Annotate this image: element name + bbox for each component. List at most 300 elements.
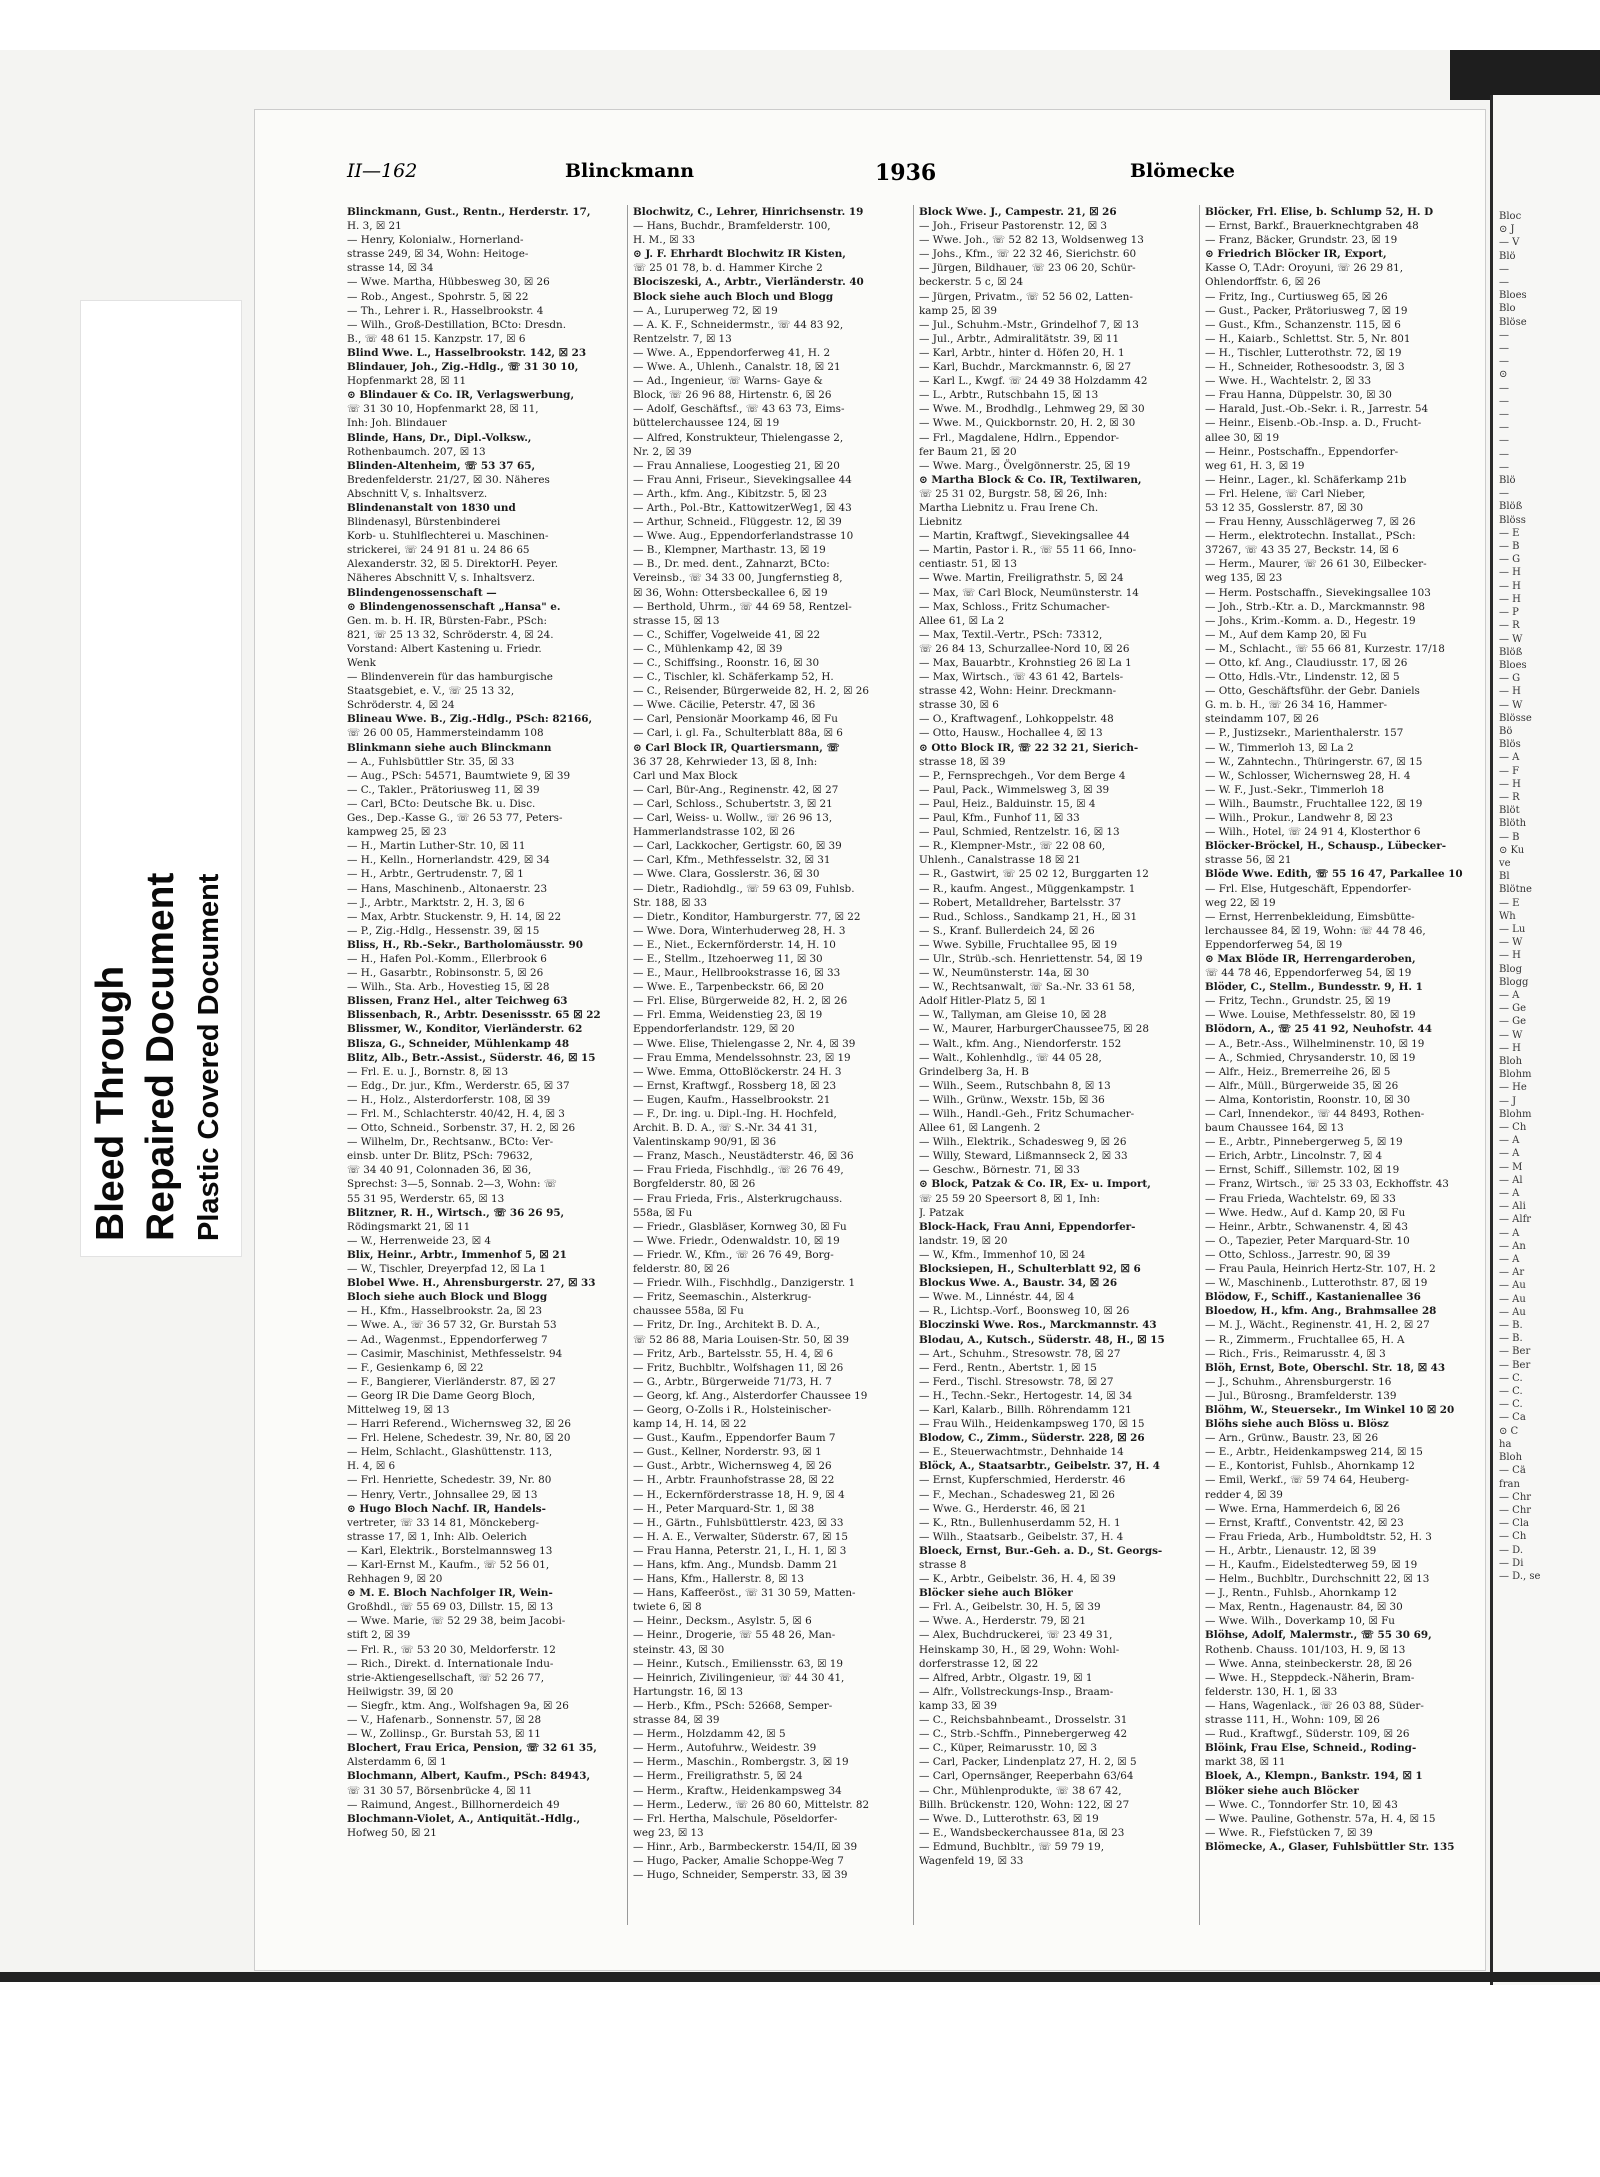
directory-entry: ☏ 34 40 91, Colonnaden 36, ☒ 36, bbox=[347, 1164, 532, 1177]
directory-entry: Hammerlandstrasse 102, ☒ 26 bbox=[633, 826, 796, 839]
directory-entry: — C., Reichsbahnbeamt., Drosselstr. 31 bbox=[919, 1714, 1128, 1727]
directory-entry: Bloch siehe auch Block und Blogg bbox=[347, 1291, 548, 1304]
directory-entry: — M., Auf dem Kamp 20, ☒ Fu bbox=[1205, 628, 1367, 641]
directory-entry: — Wilh., Grünw., Wexstr. 15b, ☒ 36 bbox=[919, 1093, 1105, 1106]
directory-entry: ⊙ Carl Block IR, Quartiersmann, ☏ bbox=[633, 741, 840, 754]
directory-entry: — Karl L., Kwgf. ☏ 24 49 38 Holzdamm 42 bbox=[919, 375, 1148, 388]
directory-entry: — H., Arbtr., Gertrudenstr. 7, ☒ 1 bbox=[347, 868, 524, 881]
directory-entry: — Georg IR Die Dame Georg Bloch, bbox=[347, 1389, 536, 1402]
directory-entry: — R., Gastwirt, ☏ 25 02 12, Burggarten 12 bbox=[919, 868, 1149, 881]
directory-entry: Rothenbaumch. 207, ☒ 13 bbox=[347, 445, 486, 458]
directory-entry: — H., Gärtn., Fuhlsbüttlerstr. 423, ☒ 33 bbox=[633, 1516, 844, 1529]
directory-entry: Martha Liebnitz u. Frau Irene Ch. bbox=[919, 501, 1099, 514]
directory-entry: felderstr. 80, ☒ 26 bbox=[633, 1263, 730, 1276]
directory-entry: — Otto, Geschäftsführ. der Gebr. Daniels bbox=[1205, 685, 1420, 698]
directory-entry: Blöcker siehe auch Blöker bbox=[919, 1587, 1073, 1600]
directory-entry: H. 3, ☒ 21 bbox=[347, 220, 402, 233]
directory-entry: Blinde, Hans, Dr., Dipl.-Volksw., bbox=[347, 431, 532, 444]
directory-entry: Blind Wwe. L., Hasselbrookstr. 142, ☒ 23 bbox=[347, 346, 587, 359]
directory-entry: — W., Schlosser, Wichernsweg 28, H. 4 bbox=[1205, 769, 1411, 782]
directory-entry: — Franz, Masch., Neustädterstr. 46, ☒ 36 bbox=[633, 1150, 854, 1163]
directory-entry: — A. K. F., Schneidermstr., ☏ 44 83 92, bbox=[633, 318, 844, 331]
directory-entry: Allee 61, ☒ La 2 bbox=[919, 614, 1005, 627]
directory-entry: — Arth., Pol.-Btr., KattowitzerWeg1, ☒ 43 bbox=[633, 501, 852, 514]
directory-entry: markt 38, ☒ 11 bbox=[1205, 1756, 1286, 1769]
directory-entry: ⊙ Friedrich Blöcker IR, Export, bbox=[1205, 248, 1387, 261]
directory-entry: twiete 6, ☒ 8 bbox=[633, 1601, 702, 1614]
directory-entry: — Friedr. W., Kfm., ☏ 26 76 49, Borg- bbox=[633, 1248, 834, 1261]
directory-entry: — Frau Frieda, Fris., Alsterkrugchauss. bbox=[633, 1192, 843, 1205]
directory-entry: — Carl, Kfm., Methfesselstr. 32, ☒ 31 bbox=[633, 854, 831, 867]
directory-entry: — Harald, Just.-Ob.-Sekr. i. R., Jarrestr. 54 bbox=[1205, 403, 1429, 416]
directory-entry: Ges., Dep.-Kasse G., ☏ 26 53 77, Peters- bbox=[347, 812, 563, 825]
directory-entry: Blöcker, Frl. Elise, b. Schlump 52, H. D bbox=[1205, 206, 1434, 218]
directory-entry: — Alfr., Heiz., Bremerreihe 26, ☒ 5 bbox=[1205, 1065, 1391, 1078]
directory-entry: — S., Kranf. Bullerdeich 24, ☒ 26 bbox=[919, 924, 1095, 937]
directory-entry: — Alfr., Vollstreckungs-Insp., Braam- bbox=[919, 1685, 1114, 1698]
directory-entry: — W., Tischler, Dreyerpfad 12, ☒ La 1 bbox=[347, 1263, 546, 1276]
directory-entry: strasse 42, Wohn: Heinr. Dreckmann- bbox=[919, 685, 1117, 698]
directory-entry: — Th., Lehrer i. R., Hasselbrookstr. 4 bbox=[347, 304, 544, 317]
directory-entry: — Fritz, Arb., Bartelsstr. 55, H. 4, ☒ 6 bbox=[633, 1347, 834, 1360]
directory-entry: — Carl, Innendekor., ☏ 44 8493, Rothen- bbox=[1205, 1108, 1425, 1120]
directory-entry: Blöink, Frau Else, Schneid., Roding- bbox=[1205, 1742, 1417, 1755]
directory-entry: kamp 14, H. 14, ☒ 22 bbox=[633, 1418, 747, 1431]
directory-entry: — W., Zollinsp., Gr. Burstah 53, ☒ 11 bbox=[347, 1728, 541, 1741]
directory-entry: — Karl, Elektrik., Borstelmannsweg 13 bbox=[347, 1544, 553, 1557]
directory-entry: — Siegfr., ktm. Ang., Wolfshagen 9a, ☒ 26 bbox=[347, 1699, 569, 1712]
directory-entry: — E., Stellm., Itzehoerweg 11, ☒ 30 bbox=[633, 952, 823, 965]
directory-entry: Blinkmann siehe auch Blinckmann bbox=[347, 741, 552, 754]
directory-entry: Korb- u. Stuhlflechterei u. Maschinen- bbox=[347, 530, 549, 543]
directory-entry: Blinckmann, Gust., Rentn., Herderstr. 17, bbox=[347, 206, 591, 218]
directory-entry: ☏ 52 86 88, Maria Louisen-Str. 50, ☒ 39 bbox=[633, 1333, 850, 1346]
directory-entry: — Ernst, Kraftf., Conventstr. 42, ☒ 23 bbox=[1205, 1516, 1404, 1529]
directory-entry: — Rich., Fris., Reimarusstr. 4, ☒ 3 bbox=[1205, 1347, 1386, 1360]
directory-entry: Borgfelderstr. 80, ☒ 26 bbox=[633, 1178, 756, 1191]
directory-entry: Blödorn, A., ☏ 25 41 92, Neuhofstr. 44 bbox=[1205, 1023, 1432, 1036]
directory-entry: Bliss, H., Rb.-Sekr., Bartholomäusstr. 90 bbox=[347, 938, 583, 951]
directory-entry: — W., Kfm., Immenhof 10, ☒ 24 bbox=[919, 1248, 1086, 1261]
directory-entry: ⊙ Blindengenossenschaft „Hansa" e. bbox=[347, 600, 561, 613]
directory-entry: Rentzelstr. 7, ☒ 13 bbox=[633, 332, 732, 345]
directory-entry: chaussee 558a, ☒ Fu bbox=[633, 1305, 744, 1318]
directory-entry: Eppendorferweg 54, ☒ 19 bbox=[1205, 938, 1343, 951]
directory-entry: Blissmer, W., Konditor, Vierländerstr. 62 bbox=[347, 1023, 583, 1036]
directory-entry: — Casimir, Maschinist, Methfesselstr. 94 bbox=[347, 1347, 563, 1360]
directory-entry: — J., Arbtr., Marktstr. 2, H. 3, ☒ 6 bbox=[347, 896, 525, 909]
directory-entry: Blitz, Alb., Betr.-Assist., Süderstr. 46, ☒ 15 bbox=[347, 1051, 596, 1064]
directory-entry: Blinden-Altenheim, ☏ 53 37 65, bbox=[347, 459, 536, 472]
directory-entry: Hopfenmarkt 28, ☒ 11 bbox=[347, 375, 467, 388]
directory-entry: Bloeck, Ernst, Bur.-Geh. a. D., St. Georgs- bbox=[919, 1544, 1163, 1557]
directory-entry: allee 30, ☒ 19 bbox=[1205, 431, 1280, 444]
directory-entry: Blochert, Frau Erica, Pension, ☏ 32 61 35, bbox=[347, 1742, 597, 1755]
directory-entry: Blöker siehe auch Blöcker bbox=[1205, 1784, 1359, 1797]
column-rule bbox=[1199, 205, 1200, 1925]
directory-entry: — V., Hafenarb., Sonnenstr. 57, ☒ 28 bbox=[347, 1714, 542, 1727]
directory-entry: — Frau Anni, Friseur., Sievekingsallee 44 bbox=[633, 473, 852, 486]
directory-entry: einsb. unter Dr. Blitz, PSch: 79632, bbox=[347, 1150, 533, 1163]
directory-entry: — Frl. Helene, ☏ Carl Nieber, bbox=[1205, 487, 1366, 500]
directory-entry: — R., Lichtsp.-Vorf., Boonsweg 10, ☒ 26 bbox=[919, 1305, 1130, 1318]
directory-entry: — Max, Schloss., Fritz Schumacher- bbox=[919, 600, 1110, 613]
directory-entry: — Herm., Holzdamm 42, ☒ 5 bbox=[633, 1728, 786, 1741]
directory-entry: — Alex, Buchdruckerei, ☏ 23 49 31, bbox=[919, 1629, 1113, 1642]
directory-entry: — Frau Hanna, Peterstr. 21, I., H. 1, ☒ 3 bbox=[633, 1544, 847, 1557]
directory-entry: G. m. b. H., ☏ 26 34 16, Hammer- bbox=[1205, 699, 1387, 712]
directory-entry: strickerei, ☏ 24 91 81 u. 24 86 65 bbox=[347, 544, 530, 557]
directory-entry: — Gust., Kaufm., Eppendorfer Baum 7 bbox=[633, 1432, 836, 1445]
directory-entry: — Karl-Ernst M., Kaufm., ☏ 52 56 01, bbox=[347, 1559, 550, 1571]
stamp-plastic-covered: Plastic Covered Document bbox=[193, 873, 225, 1241]
directory-entry: ☏ 25 01 78, b. d. Hammer Kirche 2 bbox=[633, 262, 823, 275]
directory-entry: — Fritz, Techn., Grundstr. 25, ☒ 19 bbox=[1205, 995, 1391, 1008]
directory-entry: — Rud., Kraftwgf., Süderstr. 109, ☒ 26 bbox=[1205, 1728, 1410, 1741]
directory-entry: — Dietr., Konditor, Hamburgerstr. 77, ☒ 22 bbox=[633, 910, 861, 923]
directory-entry: vertreter, ☏ 33 14 81, Mönckeberg- bbox=[347, 1516, 539, 1529]
directory-entry: Blöck, A., Staatsarbtr., Geibelstr. 37, H. 4 bbox=[919, 1460, 1161, 1473]
directory-entry: strasse 15, ☒ 13 bbox=[633, 614, 720, 627]
directory-entry: — Carl, Packer, Lindenplatz 27, H. 2, ☒ 5 bbox=[919, 1756, 1137, 1769]
directory-entry: ⊙ J. F. Ehrhardt Blochwitz IR Kisten, bbox=[633, 248, 846, 261]
directory-entry: — Frl. Hertha, Malschule, Pöseldorfer- bbox=[633, 1812, 838, 1825]
directory-entry: — H., Holz., Alsterdorferstr. 108, ☒ 39 bbox=[347, 1093, 551, 1106]
directory-entry: — Eugen, Kaufm., Hasselbrookstr. 21 bbox=[633, 1093, 831, 1106]
directory-entry: — Ulr., Strüb.-sch. Henriettenstr. 54, ☒ 19 bbox=[919, 952, 1143, 965]
directory-entry: Abschnitt V, s. Inhaltsverz. bbox=[347, 487, 488, 500]
directory-entry: redder 4, ☒ 39 bbox=[1205, 1488, 1283, 1501]
directory-entry: — Dietr., Radiohdlg., ☏ 59 63 09, Fuhlsb. bbox=[633, 882, 855, 895]
directory-entry: — L., Arbtr., Rutschbahn 15, ☒ 13 bbox=[919, 389, 1099, 402]
directory-entry: — Wwe. C., Tonndorfer Str. 10, ☒ 43 bbox=[1205, 1798, 1398, 1811]
directory-entry: — Wwe. H., Steppdeck.-Näherin, Bram- bbox=[1205, 1671, 1415, 1684]
directory-entry: — Karl, Arbtr., hinter d. Höfen 20, H. 1 bbox=[919, 346, 1125, 359]
directory-entry: Nr. 2, ☒ 39 bbox=[633, 445, 692, 458]
directory-entry: strasse 56, ☒ 21 bbox=[1205, 854, 1292, 867]
directory-entry: — Paul, Pack., Wimmelsweg 3, ☒ 39 bbox=[919, 783, 1110, 796]
directory-entry: — H., Kaufm., Eidelstedterweg 59, ☒ 19 bbox=[1205, 1559, 1418, 1571]
directory-entry: — E., Kontorist, Fuhlsb., Ahornkamp 12 bbox=[1205, 1460, 1415, 1473]
directory-entry: — Carl, Weiss- u. Wollw., ☏ 26 96 13, bbox=[633, 812, 833, 825]
header-first-entry: Blinckmann bbox=[565, 160, 695, 182]
directory-entry: — Ernst, Barkf., Brauerknechtgraben 48 bbox=[1205, 220, 1419, 233]
directory-entry: Näheres Abschnitt V, s. Inhaltsverz. bbox=[347, 572, 536, 585]
stamp-repaired-document: Repaired Document bbox=[139, 872, 182, 1241]
directory-entry: — Hans, Kaffeeröst., ☏ 31 30 59, Matten- bbox=[633, 1587, 856, 1600]
directory-entry: — Carl, Lackkocher, Gertigstr. 60, ☒ 39 bbox=[633, 840, 842, 853]
directory-entry: — Otto, Schneid., Sorbenstr. 37, H. 2, ☒ 26 bbox=[347, 1122, 576, 1135]
directory-entry: — Max, Bauarbtr., Krohnstieg 26 ☒ La 1 bbox=[919, 657, 1132, 669]
directory-entry: strasse 17, ☒ 1, Inh: Alb. Oelerich bbox=[347, 1530, 527, 1543]
directory-entry: — Wwe. M., Brodhdlg., Lehmweg 29, ☒ 30 bbox=[919, 403, 1145, 416]
directory-entry: — W., Rechtsanwalt, ☏ Sa.-Nr. 33 61 58, bbox=[919, 981, 1136, 994]
directory-entry: Block siehe auch Bloch und Blogg bbox=[633, 290, 834, 303]
directory-entry: — Paul, Kfm., Funhof 11, ☒ 33 bbox=[919, 812, 1080, 825]
directory-entry: — Heinr., Decksm., Asylstr. 5, ☒ 6 bbox=[633, 1615, 812, 1628]
page-number: II—162 bbox=[347, 160, 418, 182]
directory-entry: Blindauer, Joh., Zig.-Hdlg., ☏ 31 30 10, bbox=[347, 361, 579, 374]
directory-entry: — Heinr., Arbtr., Schwanenstr. 4, ☒ 43 bbox=[1205, 1220, 1408, 1233]
directory-entry: — K., Arbtr., Geibelstr. 36, H. 4, ☒ 39 bbox=[919, 1573, 1116, 1586]
directory-entry: Wagenfeld 19, ☒ 33 bbox=[919, 1854, 1024, 1867]
directory-entry: — Wwe. Joh., ☏ 52 82 13, Woldsenweg 13 bbox=[919, 234, 1144, 247]
directory-entry: — Max, Textil.-Vertr., PSch: 73312, bbox=[919, 628, 1103, 641]
directory-entry: — Arn., Grünw., Baustr. 23, ☒ 26 bbox=[1205, 1432, 1379, 1445]
directory-entry: Heinskamp 30, H., ☒ 29, Wohn: Wohl- bbox=[919, 1643, 1120, 1656]
directory-entry: landstr. 19, ☒ 20 bbox=[919, 1234, 1008, 1247]
directory-entry: Vorstand: Albert Kastening u. Friedr. bbox=[347, 642, 542, 655]
directory-entry: — Carl, i. gl. Fa., Schulterblatt 88a, ☒ 6 bbox=[633, 727, 843, 740]
directory-entry: B., ☏ 48 61 15. Kanzpstr. 17, ☒ 6 bbox=[347, 332, 526, 345]
directory-entry: ⊙ Block, Patzak & Co. IR, Ex- u. Import, bbox=[919, 1178, 1151, 1191]
directory-entry: — Franz, Wirtsch., ☏ 25 33 03, Eckhoffstr. 43 bbox=[1205, 1178, 1449, 1191]
directory-entry: — Arthur, Schneid., Flüggestr. 12, ☒ 39 bbox=[633, 516, 842, 529]
directory-entry: — Alfr., Müll., Bürgerweide 35, ☒ 26 bbox=[1205, 1079, 1399, 1092]
directory-entry: — R., Zimmerm., Fruchtallee 65, H. A bbox=[1205, 1333, 1405, 1346]
directory-entry: — Wilh., Baumstr., Fruchtallee 122, ☒ 19 bbox=[1205, 797, 1423, 810]
directory-entry: — Wwe. M., Linnéstr. 44, ☒ 4 bbox=[919, 1291, 1075, 1304]
directory-entry: — J., Rentn., Fuhlsb., Ahornkamp 12 bbox=[1205, 1587, 1397, 1600]
directory-entry: — E., Niet., Eckernförderstr. 14, H. 10 bbox=[633, 938, 836, 951]
directory-entry: ⊙ Otto Block IR, ☏ 22 32 21, Sierich- bbox=[919, 741, 1139, 754]
directory-entry: Bredenfelderstr. 21/27, ☒ 30. Näheres bbox=[347, 473, 550, 486]
directory-entry: — Carl, Opernsänger, Reeperbahn 63/64 bbox=[919, 1770, 1134, 1783]
directory-entry: — Otto, Hausw., Hochallee 4, ☒ 13 bbox=[919, 727, 1103, 740]
directory-entry: — Wwe. H., Wachtelstr. 2, ☒ 33 bbox=[1205, 375, 1372, 388]
directory-entry: — Frau Frieda, Fischhdlg., ☏ 26 76 49, bbox=[633, 1164, 844, 1177]
directory-entry: Block, ☏ 26 96 88, Hirtenstr. 6, ☒ 26 bbox=[633, 389, 832, 402]
directory-entry: Blissen, Franz Hel., alter Teichweg 63 bbox=[347, 995, 568, 1008]
directory-entry: — E., Arbtr., Heidenkampsweg 214, ☒ 15 bbox=[1205, 1446, 1423, 1459]
directory-column-1 bbox=[347, 205, 622, 1925]
directory-entry: — Hans, Kfm., Hallerstr. 8, ☒ 13 bbox=[633, 1573, 804, 1586]
stamp-bleed-through: Bleed Through bbox=[89, 965, 132, 1241]
directory-entry: — W. F., Just.-Sekr., Timmerloh 18 bbox=[1205, 783, 1385, 796]
directory-entry: Alexanderstr. 32, ☒ 5. DirektorH. Peyer. bbox=[347, 558, 559, 571]
directory-entry: strasse 111, H., Wohn: 109, ☒ 26 bbox=[1205, 1714, 1380, 1727]
directory-entry: — Wilh., Elektrik., Schadesweg 9, ☒ 26 bbox=[919, 1136, 1127, 1149]
directory-entry: Blömecke, A., Glaser, Fuhlsbüttler Str. 135 bbox=[1205, 1840, 1455, 1853]
directory-entry: — C., Tischler, kl. Schäferkamp 52, H. bbox=[633, 671, 834, 684]
directory-entry: — Rob., Angest., Spohrstr. 5, ☒ 22 bbox=[347, 290, 529, 303]
directory-entry: Blöhs siehe auch Blöss u. Blösz bbox=[1205, 1418, 1389, 1431]
directory-entry: — C., Schiffsing., Roonstr. 16, ☒ 30 bbox=[633, 657, 820, 669]
directory-entry: Sprechst: 3—5, Sonnab. 2—3, Wohn: ☏ bbox=[347, 1178, 557, 1191]
directory-entry: — Wwe. Clara, Gosslerstr. 36, ☒ 30 bbox=[633, 868, 820, 881]
directory-entry: Uhlenh., Canalstrasse 18 ☒ 21 bbox=[919, 854, 1081, 867]
directory-entry: Blitzner, R. H., Wirtsch., ☏ 36 26 95, bbox=[347, 1206, 565, 1219]
directory-entry: — Frl., Magdalene, Hdlrn., Eppendor- bbox=[919, 431, 1120, 444]
directory-entry: — Wwe. Wilh., Doverkamp 10, ☒ Fu bbox=[1205, 1615, 1395, 1628]
directory-entry: — Gust., Packer, Prätoriusweg 7, ☒ 19 bbox=[1205, 304, 1408, 317]
directory-entry: — C., Reisender, Bürgerweide 82, H. 2, ☒ 26 bbox=[633, 685, 869, 698]
directory-entry: — Hugo, Packer, Amalie Schoppe-Weg 7 bbox=[633, 1854, 844, 1867]
directory-entry: — Max, Arbtr. Stuckenstr. 9, H. 14, ☒ 22 bbox=[347, 910, 562, 923]
directory-entry: — G., Arbtr., Bürgerweide 71/73, H. 7 bbox=[633, 1375, 832, 1388]
directory-entry: — Hans, Buchdr., Bramfelderstr. 100, bbox=[633, 220, 831, 233]
directory-entry: ☒ 36, Wohn: Ottersbeckallee 6, ☒ 19 bbox=[633, 586, 828, 599]
directory-entry: — Wwe. Cäcilie, Peterstr. 47, ☒ 36 bbox=[633, 699, 816, 712]
directory-entry: — Robert, Metalldreher, Bartelsstr. 37 bbox=[919, 896, 1122, 909]
directory-entry: — Harri Referend., Wichernsweg 32, ☒ 26 bbox=[347, 1418, 571, 1431]
directory-entry: — Frau Frieda, Wachtelstr. 69, ☒ 33 bbox=[1205, 1192, 1396, 1205]
directory-entry: — Wwe. Pauline, Gothenstr. 57a, H. 4, ☒ 15 bbox=[1205, 1812, 1436, 1825]
directory-entry: — Jürgen, Privatm., ☏ 52 56 02, Latten- bbox=[919, 290, 1133, 303]
directory-entry: Kasse O, T.Adr: Oroyuni, ☏ 26 29 81, bbox=[1205, 262, 1404, 275]
directory-column-4 bbox=[1205, 205, 1480, 1925]
directory-entry: strie-Aktiengesellschaft, ☏ 52 26 77, bbox=[347, 1671, 545, 1684]
directory-entry: Bloedow, H., kfm. Ang., Brahmsallee 28 bbox=[1205, 1305, 1437, 1318]
directory-entry: Ohlendorffstr. 6, ☒ 26 bbox=[1205, 276, 1321, 289]
directory-entry: — W., Neumünsterstr. 14a, ☒ 30 bbox=[919, 967, 1090, 980]
directory-entry: — Wwe. G., Herderstr. 46, ☒ 21 bbox=[919, 1502, 1087, 1515]
directory-entry: — Walt., Kohlenhdlg., ☏ 44 05 28, bbox=[919, 1051, 1102, 1064]
directory-entry: Alsterdamm 6, ☒ 1 bbox=[347, 1756, 447, 1769]
directory-entry: — H., Kelln., Hornerlandstr. 429, ☒ 34 bbox=[347, 854, 550, 867]
directory-entry: Blöh, Ernst, Bote, Oberschl. Str. 18, ☒ 43 bbox=[1205, 1361, 1446, 1374]
directory-entry: — B., Dr. med. dent., Zahnarzt, BCto: bbox=[633, 558, 830, 571]
directory-entry: — Wwe. M., Quickbornstr. 20, H. 2, ☒ 30 bbox=[919, 417, 1136, 430]
directory-entry: weg 61, H. 3, ☒ 19 bbox=[1205, 459, 1305, 472]
directory-entry: 36 37 28, Kehrwieder 13, ☒ 8, Inh: bbox=[633, 755, 818, 768]
directory-entry: — Max, ☏ Carl Block, Neumünsterstr. 14 bbox=[919, 586, 1139, 599]
directory-entry: — Henry, Kolonialw., Hornerland- bbox=[347, 234, 524, 247]
directory-entry: — Heinr., Eisenb.-Ob.-Insp. a. D., Frucht- bbox=[1205, 417, 1422, 430]
directory-entry: ☏ 26 84 13, Schurzallee-Nord 10, ☒ 26 bbox=[919, 642, 1130, 655]
directory-entry: — C., Schiffer, Vogelweide 41, ☒ 22 bbox=[633, 628, 821, 641]
directory-entry: Blochmann-Violet, A., Antiquität.-Hdlg., bbox=[347, 1812, 581, 1825]
directory-entry: — H., Tischler, Lutterothstr. 72, ☒ 19 bbox=[1205, 346, 1402, 359]
directory-entry: — Wwe. E., Tarpenbeckstr. 66, ☒ 20 bbox=[633, 981, 824, 994]
directory-entry: — Wwe. R., Fiefstücken 7, ☒ 39 bbox=[1205, 1826, 1373, 1839]
directory-entry: — R., kaufm. Angest., Müggenkampstr. 1 bbox=[919, 882, 1136, 895]
directory-entry: — Edmund, Buchbltr., ☏ 59 79 19, bbox=[919, 1840, 1105, 1853]
directory-entry: — Alma, Kontoristin, Roonstr. 10, ☒ 30 bbox=[1205, 1093, 1411, 1106]
directory-entry: — P., Zig.-Hdlg., Hessenstr. 39, ☒ 15 bbox=[347, 924, 540, 937]
adjacent-page-fragments: Bloc ⊙ J — V Blö — — Bloes Blo Blöse — — — ⊙ — — — — — — — Blö — Blöß Blöss — E — B — G — H — H — H — P — R — W Blöß Bloes — G — H — W Blösse Bö Blös — A — F — H — R Blöt Blöth — B ⊙ Ku ve Bl Blötne — E Wh — Lu — W — H Blog Blogg — A — Ge — Ge — W — H Bloh Blohm — He — J Blohm — Ch — A — A — M — Al — A — Ali — Alfr — A — An — A — Ar — Au — Au — Au — B. — B. — Ber — Ber — C. — C. — C. — Ca ⊙ C ha Bloh — Cä fran — Chr — Chr — Cla — Ch — D. — Di — D., se bbox=[1499, 211, 1541, 1582]
directory-entry: — Henry, Vertr., Johnsallee 29, ☒ 13 bbox=[347, 1488, 538, 1501]
directory-entry: — H., Kfm., Hasselbrookstr. 2a, ☒ 23 bbox=[347, 1305, 543, 1318]
directory-entry: Bloczinski Wwe. Ros., Marckmannstr. 43 bbox=[919, 1319, 1157, 1332]
directory-entry: Billh. Brückenstr. 120, Wohn: 122, ☒ 27 bbox=[919, 1798, 1130, 1811]
directory-entry: kamp 25, ☒ 39 bbox=[919, 304, 997, 317]
directory-entry: — E., Wandsbeckerchaussee 81a, ☒ 23 bbox=[919, 1826, 1125, 1839]
directory-entry: — Helm, Schlacht., Glashüttenstr. 113, bbox=[347, 1446, 553, 1459]
directory-entry: Blochwitz, C., Lehrer, Hinrichsenstr. 19 bbox=[633, 206, 864, 218]
directory-entry: 53 12 35, Gosslerstr. 87, ☒ 30 bbox=[1205, 501, 1364, 514]
directory-entry: — Gust., Kellner, Norderstr. 93, ☒ 1 bbox=[633, 1446, 822, 1459]
directory-entry: — Fritz, Buchbltr., Wolfshagen 11, ☒ 26 bbox=[633, 1361, 844, 1374]
directory-entry: H. 4, ☒ 6 bbox=[347, 1460, 396, 1473]
directory-entry: — Wwe. Friedr., Odenwaldstr. 10, ☒ 19 bbox=[633, 1234, 840, 1247]
directory-entry: — Frau Paula, Heinrich Hertz-Str. 107, H. 2 bbox=[1205, 1263, 1436, 1276]
directory-entry: — W., Maurer, HarburgerChaussee75, ☒ 28 bbox=[919, 1023, 1149, 1036]
directory-entry: lerchaussee 84, ☒ 19, Wohn: ☏ 44 78 46, bbox=[1205, 924, 1426, 937]
directory-entry: — Wwe. Sybille, Fruchtallee 95, ☒ 19 bbox=[919, 938, 1118, 951]
directory-entry: strasse 14, ☒ 34 bbox=[347, 262, 434, 275]
directory-entry: — Carl, Schloss., Schubertstr. 3, ☒ 21 bbox=[633, 797, 833, 810]
directory-entry: — H., Hafen Pol.-Komm., Ellerbrook 6 bbox=[347, 952, 547, 965]
directory-entry: — Herm. Postschaffn., Sievekingsallee 103 bbox=[1205, 586, 1431, 599]
directory-entry: — A., Betr.-Ass., Wilhelminenstr. 10, ☒ 19 bbox=[1205, 1037, 1425, 1050]
directory-entry: — Hans, Wagenlack., ☏ 26 03 88, Süder- bbox=[1205, 1699, 1424, 1712]
directory-entry: — Fritz, Dr. Ing., Architekt B. D. A., bbox=[633, 1319, 820, 1332]
directory-entry: strasse 18, ☒ 39 bbox=[919, 755, 1006, 768]
directory-entry: — Otto, Schloss., Jarrestr. 90, ☒ 39 bbox=[1205, 1248, 1391, 1261]
directory-entry: — H., Peter Marquard-Str. 1, ☒ 38 bbox=[633, 1502, 815, 1515]
directory-entry: Blöhse, Adolf, Malermstr., ☏ 55 30 69, bbox=[1205, 1629, 1432, 1642]
directory-entry: — Adolf, Geschäftsf., ☏ 43 63 73, Eims- bbox=[633, 403, 845, 416]
directory-entry: — Heinr., Kutsch., Emiliensstr. 63, ☒ 19 bbox=[633, 1657, 843, 1670]
directory-entry: — P., Fernsprechgeh., Vor dem Berge 4 bbox=[919, 769, 1126, 782]
directory-entry: — Geschw., Börnestr. 71, ☒ 33 bbox=[919, 1164, 1080, 1177]
directory-entry: — Fritz, Ing., Curtiusweg 65, ☒ 26 bbox=[1205, 290, 1388, 303]
directory-entry: — Frl. Elise, Bürgerweide 82, H. 2, ☒ 26 bbox=[633, 995, 848, 1008]
directory-entry: — M. J., Wächt., Reginenstr. 41, H. 2, ☒ 27 bbox=[1205, 1319, 1430, 1332]
directory-entry: — M., Schlacht., ☏ 55 66 81, Kurzestr. 17/18 bbox=[1205, 642, 1445, 655]
directory-entry: J. Patzak bbox=[919, 1206, 964, 1219]
directory-entry: — Gust., Kfm., Schanzenstr. 115, ☒ 6 bbox=[1205, 318, 1401, 331]
directory-entry: — Paul, Heiz., Balduinstr. 15, ☒ 4 bbox=[919, 797, 1096, 810]
directory-entry: — Raimund, Angest., Billhornerdeich 49 bbox=[347, 1798, 560, 1811]
directory-entry: — Joh., Friseur Pastorenstr. 12, ☒ 3 bbox=[919, 220, 1107, 233]
page-header bbox=[255, 160, 1485, 190]
directory-entry: Blocksiepen, H., Schulterblatt 92, ☒ 6 bbox=[919, 1263, 1141, 1276]
directory-entry: — F., Bangierer, Vierländerstr. 87, ☒ 27 bbox=[347, 1375, 556, 1388]
directory-entry: weg 22, ☒ 19 bbox=[1205, 896, 1276, 909]
directory-entry: — F., Mechan., Schadesweg 21, ☒ 26 bbox=[919, 1488, 1115, 1501]
directory-entry: — Wwe. Louise, Methfesselstr. 80, ☒ 19 bbox=[1205, 1009, 1416, 1022]
directory-entry: centiastr. 51, ☒ 13 bbox=[919, 558, 1017, 571]
directory-entry: — Erich, Arbtr., Lincolnstr. 7, ☒ 4 bbox=[1205, 1150, 1383, 1163]
scan-dark-corner bbox=[1450, 50, 1600, 100]
directory-entry: — Wwe. A., Uhlenh., Canalstr. 18, ☒ 21 bbox=[633, 361, 841, 374]
directory-entry: — Franz, Bäcker, Grundstr. 23, ☒ 19 bbox=[1205, 234, 1398, 247]
directory-entry: — Heinr., Drogerie, ☏ 55 48 26, Man- bbox=[633, 1629, 836, 1642]
directory-entry: — Frau Frieda, Arb., Humboldtstr. 52, H. 3 bbox=[1205, 1530, 1432, 1543]
directory-entry: — Rich., Direkt. d. Internationale Indu- bbox=[347, 1657, 554, 1670]
directory-entry: Blindengenossenschaft — bbox=[347, 586, 497, 599]
directory-entry: Blindenanstalt von 1830 und bbox=[347, 501, 516, 514]
directory-entry: — Carl, Bür-Ang., Reginenstr. 42, ☒ 27 bbox=[633, 783, 839, 796]
directory-entry: Str. 188, ☒ 33 bbox=[633, 896, 708, 909]
directory-entry: — Ad., Wagenmst., Eppendorferweg 7 bbox=[347, 1333, 548, 1346]
directory-entry: weg 135, ☒ 23 bbox=[1205, 572, 1283, 585]
directory-entry: — H., Gasarbtr., Robinsonstr. 5, ☒ 26 bbox=[347, 967, 544, 980]
directory-entry: — Ernst, Kraftwgf., Rossberg 18, ☒ 23 bbox=[633, 1079, 837, 1092]
directory-entry: beckerstr. 5 c, ☒ 24 bbox=[919, 276, 1024, 289]
directory-entry: — W., Zahntechn., Thüringerstr. 67, ☒ 15 bbox=[1205, 755, 1423, 768]
directory-entry: — A., Luruperweg 72, ☒ 19 bbox=[633, 304, 778, 317]
directory-entry: kamp 33, ☒ 39 bbox=[919, 1699, 997, 1712]
directory-entry: — Wwe. Marie, ☏ 52 29 38, beim Jacobi- bbox=[347, 1615, 566, 1628]
directory-entry: — O., Kraftwagenf., Lohkoppelstr. 48 bbox=[919, 713, 1114, 726]
directory-entry: ☏ 31 30 57, Börsenbrücke 4, ☒ 11 bbox=[347, 1784, 533, 1797]
directory-entry: — Jürgen, Bildhauer, ☏ 23 06 20, Schür- bbox=[919, 262, 1136, 275]
directory-entry: Blodow, C., Zimm., Süderstr. 228, ☒ 26 bbox=[919, 1432, 1145, 1445]
directory-entry: — Frl. Emma, Weidenstieg 23, ☒ 19 bbox=[633, 1009, 823, 1022]
directory-entry: — Wwe. Marg., Övelgönnerstr. 25, ☒ 19 bbox=[919, 459, 1131, 472]
directory-entry: — A., Schmied, Chrysanderstr. 10, ☒ 19 bbox=[1205, 1051, 1416, 1064]
directory-entry: 821, ☏ 25 13 32, Schröderstr. 4, ☒ 24. bbox=[347, 628, 554, 641]
directory-entry: Archit. B. D. A., ☏ S.-Nr. 34 41 31, bbox=[633, 1122, 818, 1135]
directory-entry: — Blindenverein für das hamburgische bbox=[347, 671, 553, 684]
directory-entry: — Frau Annaliese, Loogestieg 21, ☒ 20 bbox=[633, 459, 840, 472]
directory-entry: — Chr., Mühlenprodukte, ☏ 38 67 42, bbox=[919, 1784, 1122, 1797]
directory-entry: — Willy, Steward, Lißmannseck 2, ☒ 33 bbox=[919, 1150, 1128, 1163]
directory-entry: — C., Küper, Reimarusstr. 10, ☒ 3 bbox=[919, 1742, 1097, 1755]
